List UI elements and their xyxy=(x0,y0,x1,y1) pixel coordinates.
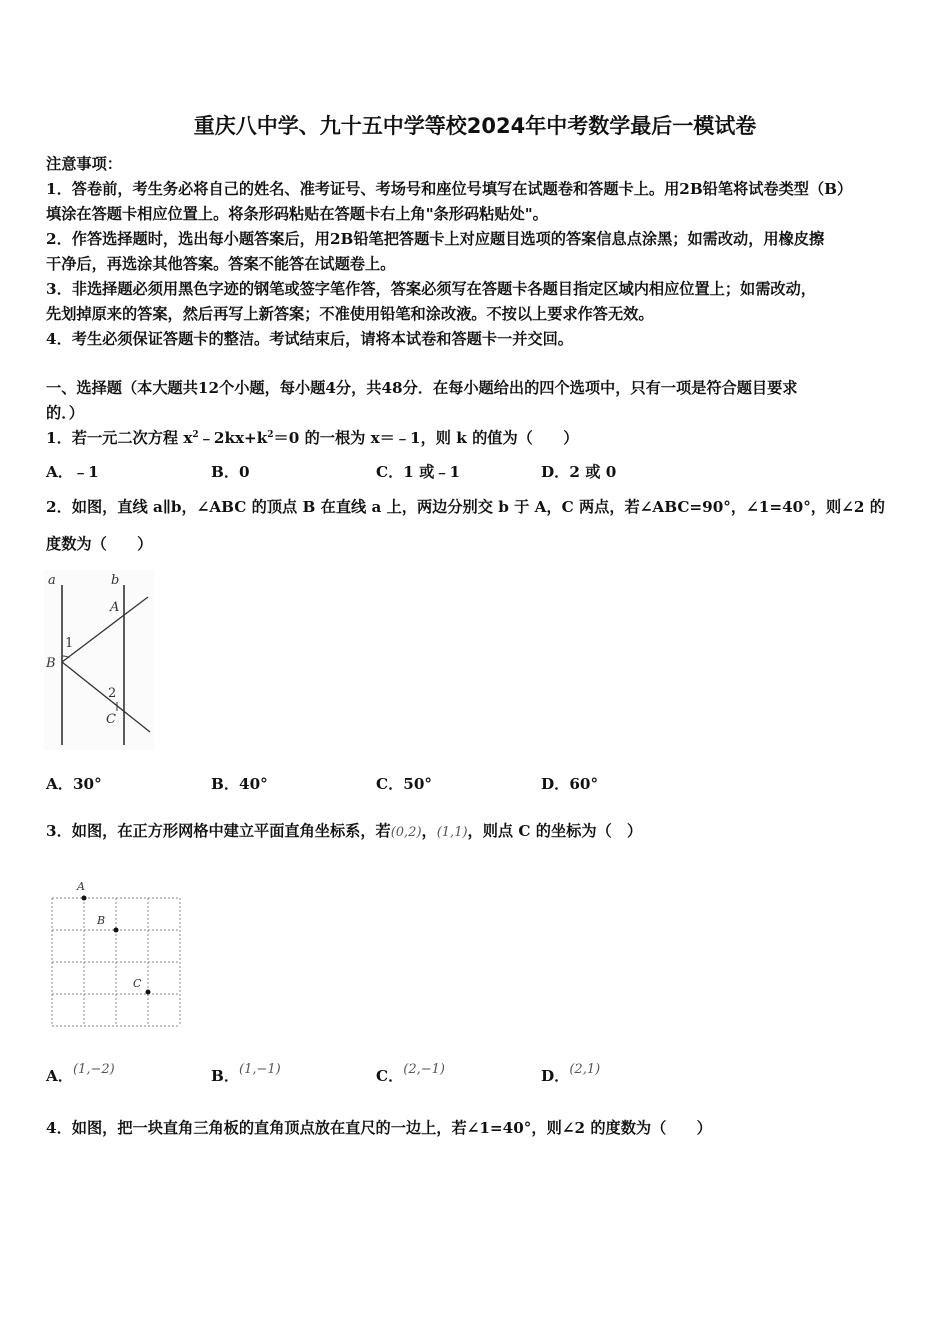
q1-text-pre: 1．若一元二次方程 x xyxy=(46,429,193,447)
question-2: 2．如图，直线 a∥b，∠ABC 的顶点 B 在直线 a 上，两边分别交 b 于 A，C 两点，若∠ABC=90°，∠1=40°，则∠2 的 xyxy=(46,498,885,516)
notice-line: 3．非选择题必须用黑色字迹的钢笔或签字笔作答，答案必须写在答题卡各题目指定区域内相应位置上；如需改动， xyxy=(46,280,816,298)
q3-sep: ， xyxy=(421,822,437,840)
option-value: (1,−2) xyxy=(72,1062,115,1077)
option-value: (1,−1) xyxy=(239,1062,281,1077)
q3-text-post: ，则点 C 的坐标为（ ） xyxy=(467,822,643,840)
option-value: (2,1) xyxy=(569,1062,601,1077)
notice-line: 1．答卷前，考生务必将自己的姓名、准考证号、考场号和座位号填写在试题卷和答题卡上。用2B铅笔将试卷类型（B） xyxy=(46,180,853,198)
notice-line: 填涂在答题卡相应位置上。将条形码粘贴在答题卡右上角"条形码粘贴处"。 xyxy=(46,205,548,223)
label-b: b xyxy=(111,573,120,588)
label-A: A xyxy=(110,600,120,615)
option-letter: D． xyxy=(541,1067,570,1085)
notice-heading: 注意事项： xyxy=(46,155,122,173)
q3-grid-figure xyxy=(46,877,186,1032)
q1-sup: 2 xyxy=(267,429,274,440)
notice-line: 先划掉原来的答案，然后再写上新答案；不准使用铅笔和涂改液。不按以上要求作答无效。 xyxy=(46,305,654,323)
point-a xyxy=(82,896,87,901)
label-2: 2 xyxy=(108,686,117,701)
q3-option-b[interactable] xyxy=(211,1062,281,1086)
section-heading-cont: 的．） xyxy=(46,404,84,422)
q1-text-post: ＝0 的一根为 x＝﹣1，则 k 的值为（ ） xyxy=(273,429,579,447)
q1-option-c[interactable]: C．1 或﹣1 xyxy=(376,463,461,481)
q3-option-d[interactable] xyxy=(541,1062,601,1086)
q2-option-c[interactable]: C．50° xyxy=(376,775,433,793)
question-4: 4．如图，把一块直角三角板的直角顶点放在直尺的一边上，若∠1=40°，则∠2 的度数为（ ） xyxy=(46,1119,712,1137)
q1-option-a[interactable]: A．﹣1 xyxy=(46,463,99,481)
option-letter: B． xyxy=(211,1067,240,1085)
label-B: B xyxy=(46,656,56,671)
section-heading: 一、选择题（本大题共12个小题，每小题4分，共48分．在每小题给出的四个选项中，只有一项是符合题目要求 xyxy=(46,379,798,397)
option-letter: C． xyxy=(376,1067,404,1085)
q2-option-d[interactable]: D．60° xyxy=(541,775,599,793)
q3-coord-b: (1,1) xyxy=(436,825,468,840)
option-value: (2,−1) xyxy=(403,1062,445,1077)
q3-coord-a: (0,2) xyxy=(390,825,422,840)
question-3 xyxy=(46,820,642,841)
question-2-cont: 度数为（ ） xyxy=(46,535,153,553)
label-1: 1 xyxy=(65,636,74,651)
question-1 xyxy=(46,427,578,448)
q3-option-c[interactable] xyxy=(376,1062,445,1086)
label-C: C xyxy=(133,977,142,990)
label-A: A xyxy=(77,880,85,893)
q1-option-b[interactable]: B．0 xyxy=(211,463,250,481)
point-c xyxy=(146,990,151,995)
q3-text-pre: 3．如图，在正方形网格中建立平面直角坐标系，若 xyxy=(46,822,391,840)
option-letter: A． xyxy=(46,1067,73,1085)
q1-option-d[interactable]: D．2 或 0 xyxy=(541,463,617,481)
q2-figure xyxy=(44,570,154,750)
label-a: a xyxy=(48,573,56,588)
q2-option-b[interactable]: B．40° xyxy=(211,775,268,793)
page-title: 重庆八中学、九十五中学等校2024年中考数学最后一模试卷 xyxy=(193,114,757,138)
q3-option-a[interactable] xyxy=(46,1062,115,1086)
q2-option-a[interactable]: A．30° xyxy=(46,775,102,793)
q1-text-mid: ﹣2kx+k xyxy=(198,429,268,447)
q1-sup: 2 xyxy=(192,429,199,440)
notice-line: 干净后，再选涂其他答案。答案不能答在试题卷上。 xyxy=(46,255,396,273)
label-C: C xyxy=(106,712,116,727)
notice-line: 4．考生必须保证答题卡的整洁。考试结束后，请将本试卷和答题卡一并交回。 xyxy=(46,330,573,348)
point-b xyxy=(114,928,119,933)
notice-line: 2．作答选择题时，选出每小题答案后，用2B铅笔把答题卡上对应题目选项的答案信息点涂黑；如需改动，用橡皮擦 xyxy=(46,230,825,248)
label-B: B xyxy=(97,914,106,927)
